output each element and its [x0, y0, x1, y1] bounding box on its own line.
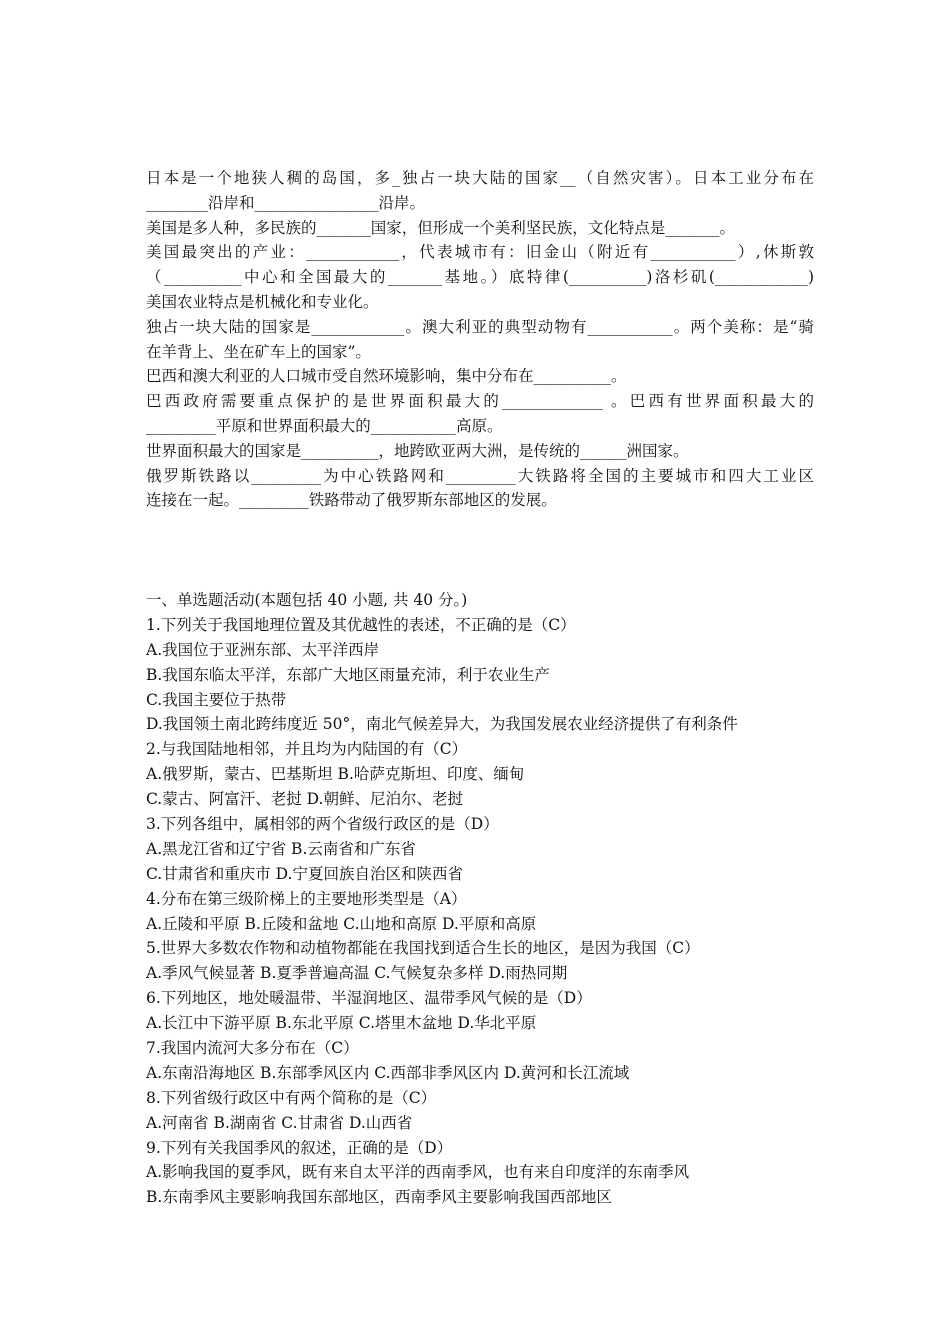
question-line: 8.下列省级行政区中有两个简称的是（C） [146, 1088, 437, 1107]
question-line: 4.分布在第三级阶梯上的主要地形类型是（A） [146, 889, 467, 908]
fill-in-line: 连接在一起。_________铁路带动了俄罗斯东部地区的发展。 [146, 491, 557, 510]
fill-in-line: 俄罗斯铁路以_________为中心铁路网和_________大铁路将全国的主要城市和四大工业区 [146, 466, 814, 485]
option-line: A.河南省 B.湖南省 C.甘肃省 D.山西省 [146, 1113, 413, 1132]
section-heading: 一、单选题活动(本题包括 40 小题, 共 40 分。) [146, 591, 468, 609]
fill-in-line: 巴西政府需要重点保护的是世界面积最大的_____________ 。巴西有世界面积最大的 [146, 392, 814, 411]
question-line: 2.与我国陆地相邻，并且均为内陆国的有（C） [146, 740, 468, 759]
option-line: A.我国位于亚洲东部、太平洋西岸 [146, 640, 380, 659]
option-line: A.丘陵和平原 B.丘陵和盆地 C.山地和高原 D.平原和高原 [146, 914, 537, 933]
option-line: D.我国领土南北跨纬度近 50°，南北气候差异大，为我国发展农业经济提供了有利条件 [146, 715, 738, 734]
fill-in-line: 在羊背上、坐在矿车上的国家”。 [146, 342, 371, 361]
option-line: A.俄罗斯，蒙古、巴基斯坦 B.哈萨克斯坦、印度、缅甸 [146, 765, 525, 784]
question-line: 6.下列地区，地处暖温带、半湿润地区、温带季风气候的是（D） [146, 989, 592, 1008]
option-line: A.季风气候显著 B.夏季普遍高温 C.气候复杂多样 D.雨热同期 [146, 964, 568, 983]
fill-in-line: 美国最突出的产业：____________，代表城市有：旧金山（附近有___________）,休斯敦 [146, 243, 814, 262]
question-line: 3.下列各组中，属相邻的两个省级行政区的是（D） [146, 815, 499, 834]
fill-in-line: _________平原和世界面积最大的___________高原。 [146, 416, 503, 435]
fill-in-line: 巴西和澳大利亚的人口城市受自然环境影响，集中分布在__________。 [146, 367, 627, 386]
option-line: C.甘肃省和重庆市 D.宁夏回族自治区和陕西省 [146, 864, 463, 883]
fill-in-line: 独占一块大陆的国家是____________。澳大利亚的典型动物有___________。两个美称：是“骑 [146, 317, 814, 336]
question-line: 5.世界大多数农作物和动植物都能在我国找到适合生长的地区，是因为我国（C） [146, 939, 700, 958]
fill-in-line: 世界面积最大的国家是__________，地跨欧亚两大洲，是传统的______洲国家。 [146, 441, 689, 460]
option-line: A.东南沿海地区 B.东部季风区内 C.西部非季风区内 D.黄河和长江流域 [146, 1063, 630, 1082]
fill-in-line: （__________中心和全国最大的_______基地。）底特律(__________)洛杉矶(____________) [146, 268, 814, 287]
fill-in-line: ________沿岸和________________沿岸。 [146, 193, 426, 212]
option-line: A.长江中下游平原 B.东北平原 C.塔里木盆地 D.华北平原 [146, 1014, 537, 1033]
option-line: A.黑龙江省和辽宁省 B.云南省和广东省 [146, 839, 416, 858]
question-line: 1.下列关于我国地理位置及其优越性的表述，不正确的是（C） [146, 615, 576, 634]
fill-in-line: 日本是一个地狭人稠的岛国，多_独占一块大陆的国家__（自然灾害）。日本工业分布在 [146, 169, 814, 187]
fill-in-section [146, 166, 814, 513]
fill-in-line: 美国是多人种，多民族的_______国家，但形成一个美利坚民族，文化特点是_______。 [146, 218, 736, 237]
question-line: 7.我国内流河大多分布在（C） [146, 1039, 359, 1058]
question-line: 9.下列有关我国季风的叙述，正确的是（D） [146, 1138, 453, 1157]
option-line: C.蒙古、阿富汗、老挝 D.朝鲜、尼泊尔、老挝 [146, 790, 463, 809]
option-line: C.我国主要位于热带 [146, 690, 287, 709]
option-line: B.东南季风主要影响我国东部地区，西南季风主要影响我国西部地区 [146, 1188, 612, 1207]
fill-in-line: 美国农业特点是机械化和专业化。 [146, 292, 379, 311]
option-line: B.我国东临太平洋，东部广大地区雨量充沛，利于农业生产 [146, 665, 550, 684]
option-line: A.影响我国的夏季风，既有来自太平洋的西南季风，也有来自印度洋的东南季风 [146, 1163, 690, 1182]
multiple-choice-section [146, 588, 814, 1210]
